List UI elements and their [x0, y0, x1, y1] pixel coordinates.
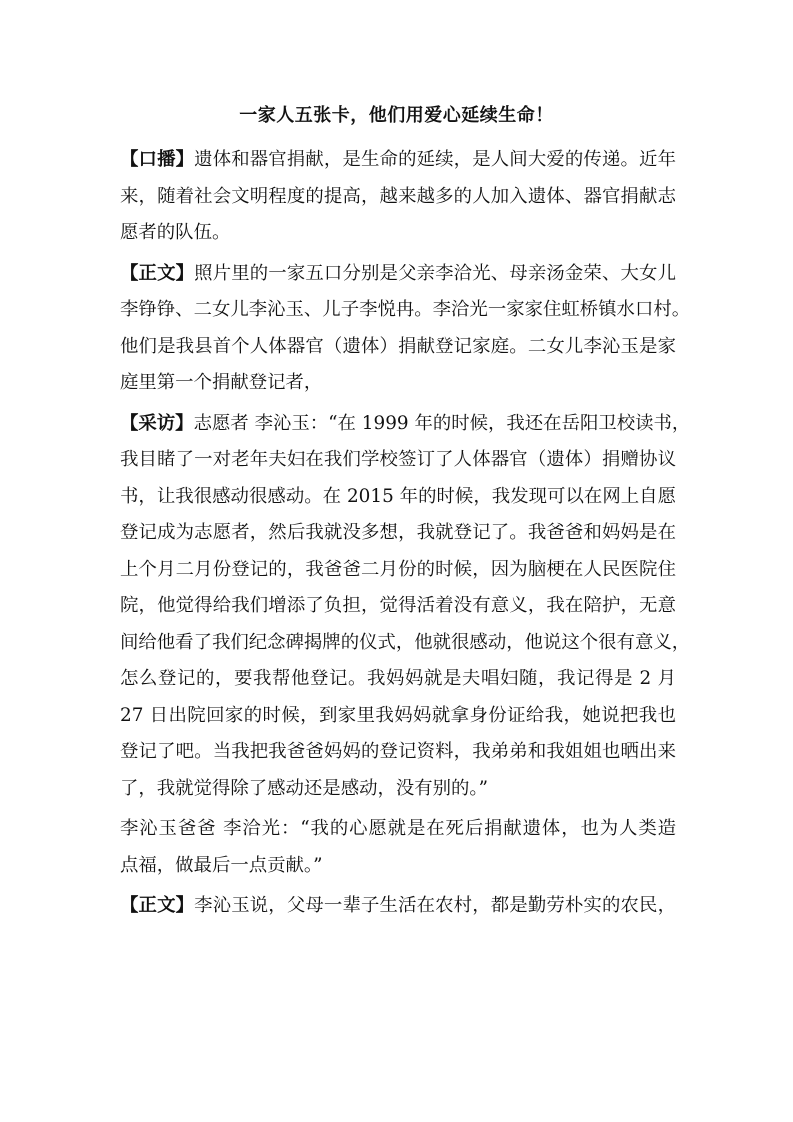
- text-line: 怎么登记的，要我帮他登记。我妈妈就是夫唱妇随，我记得是 2 月: [120, 668, 676, 689]
- text-line: 院，他觉得给我们增添了负担，觉得活着没有意义，我在陪护，无意: [120, 595, 676, 616]
- document-body: [120, 142, 691, 929]
- text-line: 李沁玉爸爸 李洽光：“我的心愿就是在死后捐献遗体，也为人类造: [120, 818, 676, 839]
- paragraph-kobo: [120, 142, 676, 252]
- line-text: 李沁玉说，父母一辈子生活在农村，都是勤劳朴实的农民，: [194, 895, 676, 916]
- document-title: 一家人五张卡，他们用爱心延续生命！: [239, 105, 554, 126]
- text-line: [120, 406, 691, 443]
- text-line: 我目睹了一对老年夫妇在我们学校签订了人体器官（遗体）捐赠协议: [120, 449, 676, 470]
- line-text: 照片里的一家五口分别是父亲李洽光、母亲汤金荣、大女儿: [194, 262, 676, 284]
- text-line: [120, 256, 676, 293]
- text-line: [120, 142, 676, 179]
- paragraph-zhengwen: [120, 256, 691, 402]
- text-line: 间给他看了我们纪念碑揭牌的仪式，他就很感动，他说这个很有意义，: [120, 631, 691, 653]
- text-line: 27 日出院回家的时候，到家里我妈妈就拿身份证给我，她说把我也: [120, 704, 676, 726]
- text-line: [120, 888, 676, 925]
- paragraph-zhengwen-2: [120, 888, 676, 925]
- text-line: 庭里第一个捐献登记者，: [120, 372, 323, 393]
- text-line: 登记成为志愿者，然后我就没多想，我就登记了。我爸爸和妈妈是在: [120, 522, 676, 543]
- text-line: 愿者的队伍。: [120, 222, 231, 243]
- text-line: 李铮铮、二女儿李沁玉、儿子李悦冉。李洽光一家家住虹桥镇水口村。: [120, 299, 691, 320]
- section-tag: 【正文】: [120, 895, 195, 916]
- text-line: 上个月二月份登记的，我爸爸二月份的时候，因为脑梗在人民医院住: [120, 558, 676, 580]
- text-line: 登记了吧。当我把我爸爸妈妈的登记资料，我弟弟和我姐姐也晒出来: [120, 741, 676, 762]
- paragraph-caifang: [120, 406, 691, 808]
- text-line: 书，让我很感动很感动。在 2015 年的时候，我发现可以在网上自愿: [120, 485, 676, 507]
- line-text: 志愿者 李沁玉：“在 1999 年的时候，我还在岳阳卫校读书，: [193, 412, 691, 434]
- text-line: 他们是我县首个人体器官（遗体）捐献登记家庭。二女儿李沁玉是家: [120, 335, 676, 357]
- line-text: 遗体和器官捐献，是生命的延续，是人间大爱的传递。近年: [194, 149, 676, 170]
- section-tag: 【采访】: [120, 412, 194, 434]
- section-tag: 【口播】: [120, 149, 195, 170]
- section-tag: 【正文】: [120, 262, 195, 284]
- text-line: 点福，做最后一点贡献。”: [120, 854, 323, 876]
- text-line: 了，我就觉得除了感动还是感动，没有别的。”: [120, 777, 489, 799]
- paragraph-quote-father: [120, 811, 676, 884]
- text-line: 来，随着社会文明程度的提高，越来越多的人加入遗体、器官捐献志: [120, 185, 676, 207]
